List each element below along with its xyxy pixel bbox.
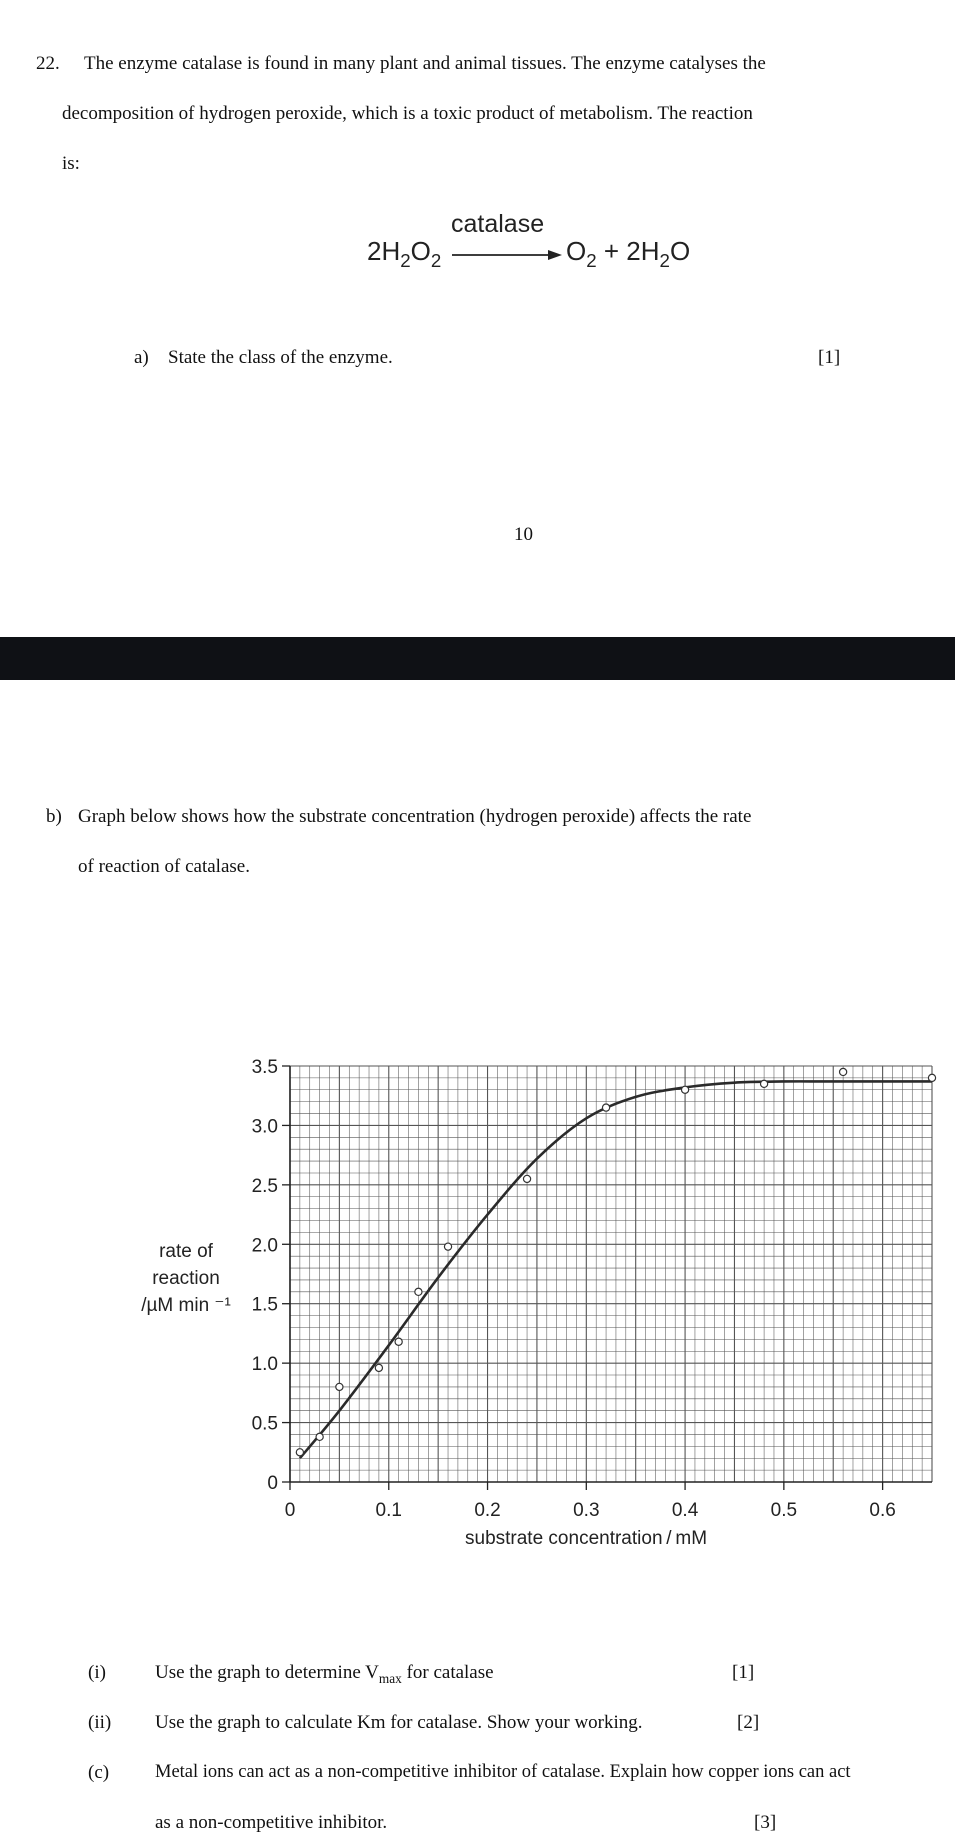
x-tick-label: 0.2 bbox=[474, 1500, 501, 1521]
question-number: 22. bbox=[36, 53, 60, 74]
data-point bbox=[395, 1338, 402, 1345]
y-tick-label: 1.0 bbox=[251, 1354, 278, 1376]
question-c-marks: [3] bbox=[754, 1812, 777, 1833]
question-text-line-3: is: bbox=[62, 153, 80, 174]
data-point bbox=[336, 1383, 343, 1390]
reactant: $2H_2O_2$ bbox=[367, 236, 442, 271]
y-tick-label: 3.5 bbox=[251, 1057, 278, 1078]
data-point bbox=[316, 1433, 323, 1440]
question-c-text-line-2: as a non-competitive inhibitor. bbox=[155, 1812, 388, 1833]
data-point bbox=[375, 1364, 382, 1371]
y-axis-label-line-2: reaction bbox=[152, 1268, 220, 1289]
y-tick-label: 1.5 bbox=[251, 1294, 278, 1316]
data-point bbox=[602, 1104, 609, 1111]
y-axis-label-line-3: /µM min ⁻¹ bbox=[141, 1295, 231, 1316]
data-point bbox=[523, 1175, 530, 1182]
x-tick-label: 0.3 bbox=[573, 1500, 600, 1521]
part-a-text: State the class of the enzyme. bbox=[168, 347, 393, 368]
question-ii-text: Use the graph to calculate Km for catalase. Show your working. bbox=[155, 1712, 643, 1733]
x-tick-label: 0.6 bbox=[869, 1500, 896, 1521]
data-point bbox=[444, 1243, 451, 1250]
catalyst-label: catalase bbox=[451, 210, 545, 238]
y-tick-label: 2.0 bbox=[251, 1235, 278, 1257]
part-b-text-line-1: Graph below shows how the substrate concentration (hydrogen peroxide) affects the rate bbox=[78, 806, 752, 827]
x-axis-label: substrate concentration / mM bbox=[465, 1528, 708, 1549]
y-tick-label: 0 bbox=[267, 1473, 278, 1494]
question-c-label: (c) bbox=[88, 1762, 110, 1783]
question-i-marks: [1] bbox=[732, 1662, 755, 1683]
question-text-line-1: The enzyme catalase is found in many plant and animal tissues. The enzyme catalyses the bbox=[84, 53, 766, 74]
data-point bbox=[296, 1449, 303, 1456]
question-i-label: (i) bbox=[88, 1662, 106, 1683]
question-i-text: Use the graph to determine $V_{max}$ for catalase bbox=[155, 1662, 494, 1686]
x-tick-label: 0.5 bbox=[770, 1500, 798, 1521]
y-tick-label: 2.5 bbox=[251, 1175, 278, 1197]
x-tick-label: 0.4 bbox=[671, 1500, 699, 1521]
part-a-label: a) bbox=[134, 347, 149, 368]
y-tick-label: 3.0 bbox=[251, 1116, 278, 1138]
data-point bbox=[760, 1080, 767, 1087]
data-point bbox=[840, 1068, 847, 1075]
data-point bbox=[928, 1074, 935, 1081]
question-ii-label: (ii) bbox=[88, 1712, 112, 1733]
data-point bbox=[415, 1288, 422, 1295]
question-text-line-2: decomposition of hydrogen peroxide, which is a toxic product of metabolism. The reaction bbox=[62, 103, 753, 124]
y-tick-label: 0.5 bbox=[251, 1413, 278, 1435]
part-a-marks: [1] bbox=[818, 347, 841, 368]
x-tick-label: 0.1 bbox=[375, 1500, 402, 1521]
data-point bbox=[681, 1086, 688, 1093]
y-axis-label-line-1: rate of bbox=[159, 1241, 213, 1262]
question-c-text-line-1: Metal ions can act as a non-competitive inhibitor of catalase. Explain how copper ions can act bbox=[155, 1762, 851, 1782]
question-ii-marks: [2] bbox=[737, 1712, 760, 1733]
part-b-text-line-2: of reaction of catalase. bbox=[78, 856, 250, 877]
products: $O_2 + 2H_2O$ bbox=[566, 236, 691, 271]
part-b-label: b) bbox=[46, 806, 62, 827]
page-number: 10 bbox=[514, 524, 533, 545]
x-tick-label: 0 bbox=[284, 1500, 296, 1521]
